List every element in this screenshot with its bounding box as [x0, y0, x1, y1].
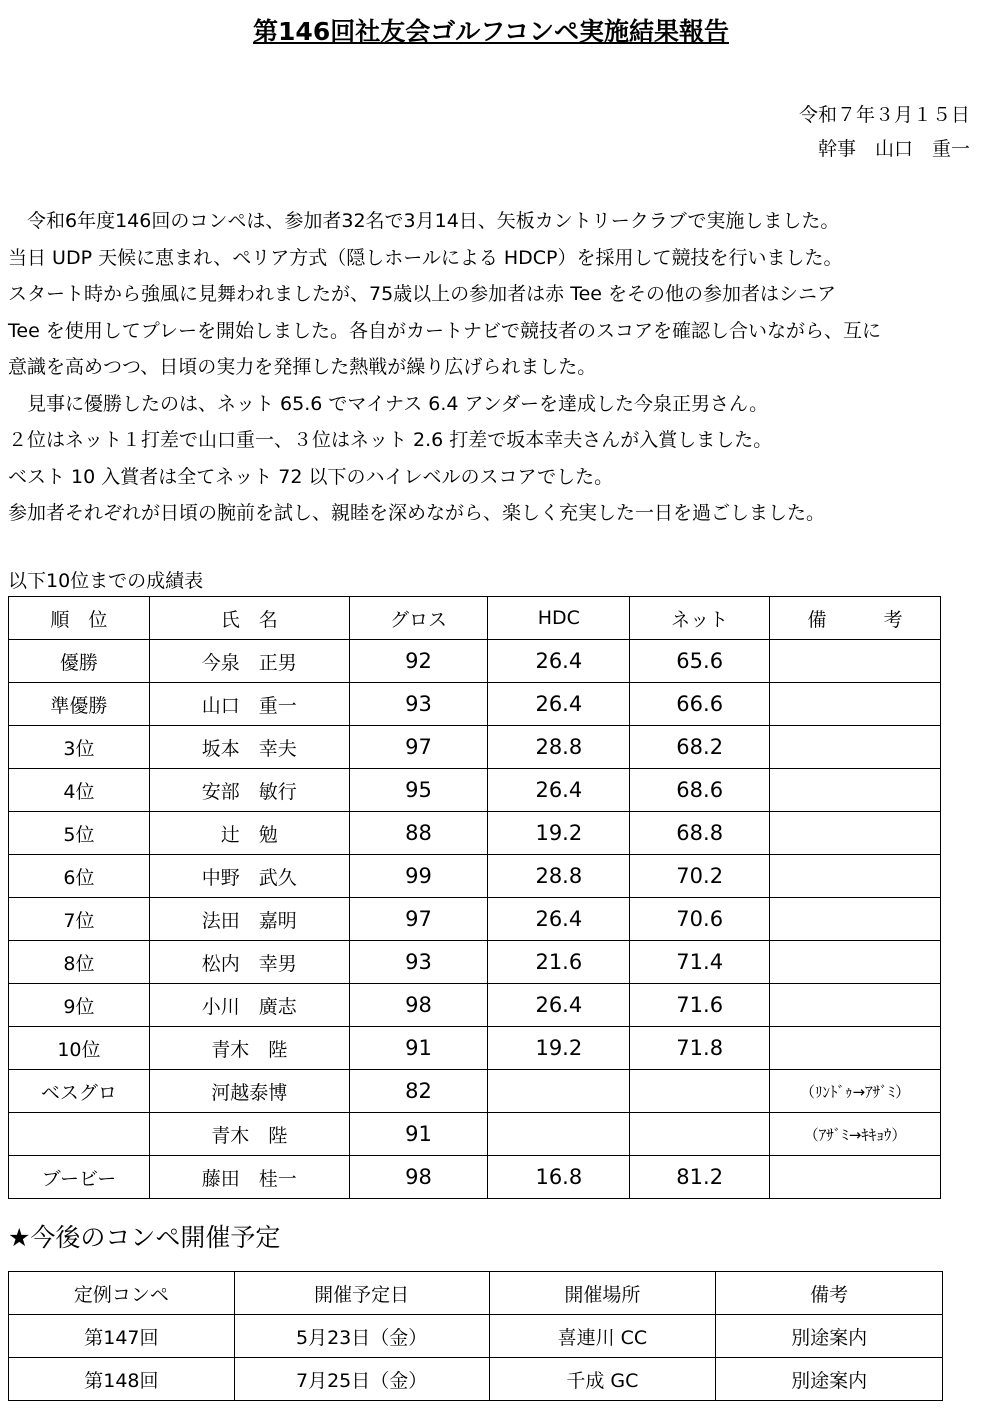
results-cell-net: 65.6	[630, 640, 770, 683]
header-date: 開催予定日	[234, 1272, 489, 1315]
results-cell-hdc: 19.2	[488, 1027, 630, 1070]
body-paragraph: 令和6年度146回のコンペは、参加者32名で3月14日、矢板カントリークラブで実施しました。	[8, 210, 840, 232]
results-cell-name: 辻 勉	[149, 812, 349, 855]
header-notes: 備 考	[770, 597, 941, 640]
body-paragraph: Tee を使用してプレーを開始しました。各自がカートナビで競技者のスコアを確認し合いながら、互に	[8, 319, 882, 342]
results-cell-gross: 93	[349, 941, 488, 984]
results-cell-hdc: 28.8	[488, 855, 630, 898]
results-cell-note	[770, 769, 941, 812]
schedule-row	[9, 1315, 943, 1358]
schedule-cell-event: 第147回	[9, 1315, 235, 1358]
results-cell-hdc: 26.4	[488, 898, 630, 941]
body-paragraph: 当日 UDP 天候に恵まれ、ペリア方式（隠しホールによる HDCP）を採用して競技を行いました。	[8, 246, 843, 269]
results-cell-gross: 93	[349, 683, 488, 726]
results-cell-note	[770, 855, 941, 898]
results-cell-name: 河越泰博	[149, 1070, 349, 1113]
results-cell-gross: 98	[349, 984, 488, 1027]
results-cell-hdc: 21.6	[488, 941, 630, 984]
header-venue: 開催場所	[489, 1272, 716, 1315]
results-row	[9, 769, 941, 812]
results-row	[9, 683, 941, 726]
results-cell-hdc: 26.4	[488, 769, 630, 812]
results-cell-note	[770, 1027, 941, 1070]
header-event: 定例コンペ	[9, 1272, 235, 1315]
results-cell-gross: 98	[349, 1156, 488, 1199]
results-row	[9, 812, 941, 855]
body-paragraph: 参加者それぞれが日頃の腕前を試し、親睦を深めながら、楽しく充実した一日を過ごしました。	[8, 502, 826, 524]
results-cell-hdc	[488, 1113, 630, 1156]
results-cell-hdc	[488, 1070, 630, 1113]
results-cell-gross: 92	[349, 640, 488, 683]
results-cell-rank: 優勝	[9, 640, 150, 683]
body-paragraph: スタート時から強風に見舞われましたが、75歳以上の参加者は赤 Tee をその他の参加者はシニア	[8, 283, 837, 305]
results-cell-gross: 91	[349, 1027, 488, 1070]
schedule-cell-remarks: 別途案内	[716, 1358, 943, 1401]
report-body	[8, 203, 980, 532]
body-paragraph: 見事に優勝したのは、ネット 65.6 でマイナス 6.4 アンダーを達成した今泉正男さん。	[8, 392, 769, 415]
results-cell-net: 70.6	[630, 898, 770, 941]
results-row	[9, 855, 941, 898]
header-hdc: HDC	[488, 597, 630, 640]
results-cell-note: （ｱｻﾞﾐ→ｷｷｮｳ）	[770, 1113, 941, 1156]
results-cell-net: 81.2	[630, 1156, 770, 1199]
results-cell-rank: 9位	[9, 984, 150, 1027]
results-cell-note	[770, 683, 941, 726]
body-paragraph: 意識を高めつつ、日頃の実力を発揮した熱戦が繰り広げられました。	[8, 356, 597, 378]
results-cell-hdc: 16.8	[488, 1156, 630, 1199]
schedule-table	[8, 1271, 943, 1401]
results-cell-rank	[9, 1113, 150, 1156]
results-cell-gross: 97	[349, 726, 488, 769]
header-name: 氏 名	[149, 597, 349, 640]
results-cell-hdc: 26.4	[488, 683, 630, 726]
results-cell-net: 70.2	[630, 855, 770, 898]
results-cell-rank: 6位	[9, 855, 150, 898]
results-cell-name: 法田 嘉明	[149, 898, 349, 941]
results-cell-net: 68.2	[630, 726, 770, 769]
results-cell-note	[770, 984, 941, 1027]
results-cell-net	[630, 1070, 770, 1113]
results-cell-rank: 10位	[9, 1027, 150, 1070]
results-header-row	[9, 597, 941, 640]
results-table	[8, 596, 941, 1199]
header-rank: 順 位	[9, 597, 150, 640]
results-cell-note	[770, 1156, 941, 1199]
results-cell-rank: ベスグロ	[9, 1070, 150, 1113]
results-cell-gross: 99	[349, 855, 488, 898]
report-author: 幹事 山口 重一	[817, 138, 970, 160]
results-cell-name: 藤田 桂一	[149, 1156, 349, 1199]
results-cell-rank: 7位	[9, 898, 150, 941]
report-title: 第146回社友会ゴルフコンペ実施結果報告	[253, 17, 729, 46]
results-cell-gross: 97	[349, 898, 488, 941]
results-cell-rank: ブービー	[9, 1156, 150, 1199]
results-cell-rank: 5位	[9, 812, 150, 855]
results-cell-note	[770, 812, 941, 855]
schedule-cell-event: 第148回	[9, 1358, 235, 1401]
results-cell-note: （ﾘﾝﾄﾞｩ→ｱｻﾞﾐ）	[770, 1070, 941, 1113]
report-date: 令和７年３月１５日	[798, 104, 970, 126]
results-row	[9, 1027, 941, 1070]
results-cell-rank: 8位	[9, 941, 150, 984]
results-cell-note	[770, 898, 941, 941]
results-row	[9, 1113, 941, 1156]
schedule-cell-date: 5月23日（金）	[234, 1315, 489, 1358]
results-cell-hdc: 26.4	[488, 984, 630, 1027]
header-remarks: 備考	[716, 1272, 943, 1315]
schedule-header-row	[9, 1272, 943, 1315]
schedule-cell-venue: 千成 GC	[489, 1358, 716, 1401]
results-cell-net	[630, 1113, 770, 1156]
results-row	[9, 941, 941, 984]
results-cell-name: 坂本 幸夫	[149, 726, 349, 769]
results-row	[9, 640, 941, 683]
schedule-cell-venue: 喜連川 CC	[489, 1315, 716, 1358]
results-row	[9, 898, 941, 941]
results-cell-net: 66.6	[630, 683, 770, 726]
results-cell-hdc: 26.4	[488, 640, 630, 683]
results-row	[9, 984, 941, 1027]
results-cell-name: 青木 陛	[149, 1027, 349, 1070]
results-cell-name: 安部 敏行	[149, 769, 349, 812]
results-cell-gross: 91	[349, 1113, 488, 1156]
results-cell-net: 71.6	[630, 984, 770, 1027]
header-gross: グロス	[349, 597, 488, 640]
body-paragraph: ２位はネット１打差で山口重一、３位はネット 2.6 打差で坂本幸夫さんが入賞しました。	[8, 429, 773, 451]
schedule-cell-remarks: 別途案内	[716, 1315, 943, 1358]
header-net: ネット	[630, 597, 770, 640]
body-paragraph: ベスト 10 入賞者は全てネット 72 以下のハイレベルのスコアでした。	[8, 465, 614, 488]
results-cell-rank: 4位	[9, 769, 150, 812]
results-cell-net: 68.8	[630, 812, 770, 855]
results-cell-name: 今泉 正男	[149, 640, 349, 683]
results-row	[9, 1156, 941, 1199]
results-cell-name: 山口 重一	[149, 683, 349, 726]
results-cell-hdc: 19.2	[488, 812, 630, 855]
results-cell-net: 68.6	[630, 769, 770, 812]
results-cell-note	[770, 941, 941, 984]
results-cell-note	[770, 726, 941, 769]
results-cell-name: 青木 陛	[149, 1113, 349, 1156]
results-cell-hdc: 28.8	[488, 726, 630, 769]
schedule-heading: ★今後のコンペ開催予定	[8, 1223, 281, 1252]
results-cell-net: 71.8	[630, 1027, 770, 1070]
results-caption: 以下10位までの成績表	[8, 570, 204, 592]
results-cell-rank: 3位	[9, 726, 150, 769]
schedule-row	[9, 1358, 943, 1401]
results-cell-note	[770, 640, 941, 683]
schedule-cell-date: 7月25日（金）	[234, 1358, 489, 1401]
results-cell-gross: 95	[349, 769, 488, 812]
results-cell-name: 小川 廣志	[149, 984, 349, 1027]
results-row	[9, 1070, 941, 1113]
results-cell-net: 71.4	[630, 941, 770, 984]
results-row	[9, 726, 941, 769]
results-cell-rank: 準優勝	[9, 683, 150, 726]
results-cell-gross: 82	[349, 1070, 488, 1113]
results-cell-name: 松内 幸男	[149, 941, 349, 984]
results-cell-name: 中野 武久	[149, 855, 349, 898]
results-cell-gross: 88	[349, 812, 488, 855]
